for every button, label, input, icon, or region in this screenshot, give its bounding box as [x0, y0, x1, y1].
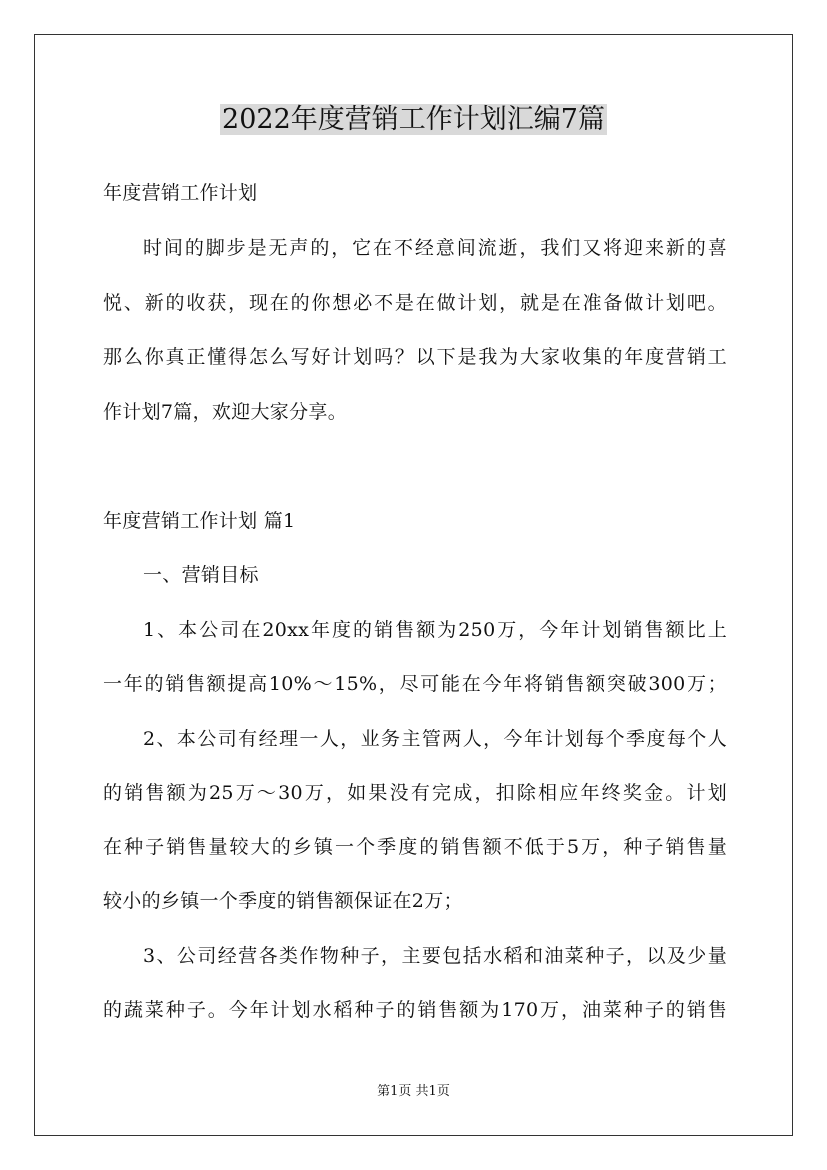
paragraph-line: 悦、新的收获，现在的你想必不是在做计划，就是在准备做计划吧。 [103, 292, 727, 314]
document-title-text: 2022年度营销工作计划汇编7篇 [222, 104, 605, 135]
paragraph-line: 在种子销售量较大的乡镇一个季度的销售额不低于5万，种子销售量 [103, 836, 727, 858]
paragraph-line: 的蔬菜种子。今年计划水稻种子的销售额为170万，油菜种子的销售 [103, 999, 727, 1021]
document-title [0, 100, 827, 140]
paragraph-line: 1、本公司在20xx年度的销售额为250万，今年计划销售额比上 [143, 619, 727, 641]
paragraph-line: 3、公司经营各类作物种子，主要包括水稻和油菜种子，以及少量 [143, 945, 727, 967]
plan-heading: 年度营销工作计划 篇1 [103, 510, 296, 532]
section-heading: 年度营销工作计划 [103, 182, 258, 204]
paragraph-line: 较小的乡镇一个季度的销售额保证在2万； [103, 890, 463, 912]
paragraph-line: 一年的销售额提高10%～15%，尽可能在今年将销售额突破300万； [103, 673, 727, 695]
paragraph-line: 时间的脚步是无声的，它在不经意间流逝，我们又将迎来新的喜 [143, 237, 727, 259]
paragraph-line: 的销售额为25万～30万，如果没有完成，扣除相应年终奖金。计划 [103, 782, 727, 804]
paragraph-line: 作计划7篇，欢迎大家分享。 [103, 401, 347, 423]
paragraph-line: 那么你真正懂得怎么写好计划吗？以下是我为大家收集的年度营销工 [103, 346, 727, 368]
page-number-footer: 第1页 共1页 [377, 1084, 450, 1099]
paragraph-line: 2、本公司有经理一人，业务主管两人，今年计划每个季度每个人 [143, 728, 727, 750]
subsection-heading: 一、营销目标 [143, 564, 259, 586]
